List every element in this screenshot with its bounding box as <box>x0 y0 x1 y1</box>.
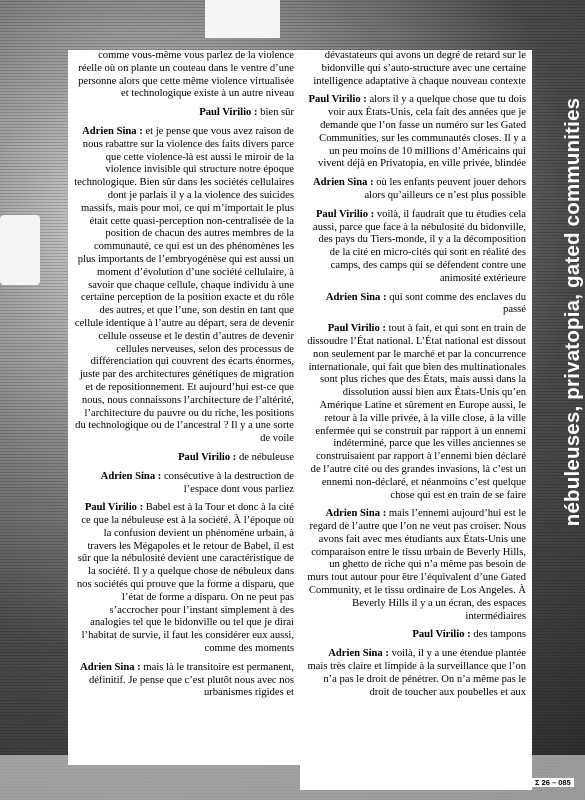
speaker-name: Paul Virilio : <box>308 94 367 106</box>
speaker-text: qui sont comme des enclaves du passé <box>389 291 526 316</box>
speaker-name: Adrien Sina : <box>325 508 387 520</box>
speaker-name: Adrien Sina : <box>325 291 387 303</box>
speaker-name: Adrien Sina : <box>100 470 162 482</box>
speaker-text: des tampons <box>473 629 526 641</box>
paragraph <box>306 94 526 171</box>
paragraph <box>74 107 294 120</box>
speaker-name: Paul Virilio : <box>84 502 144 514</box>
side-title <box>555 60 585 580</box>
paragraph <box>306 629 526 642</box>
paragraph <box>74 126 294 446</box>
speaker-text: mais là le transitoire est permanent, définitif. Je pense que c’est plutôt nous avec nos urbanismes rigides et <box>88 661 294 699</box>
speaker-name: Paul Virilio : <box>199 107 258 119</box>
speaker-text: bien sûr <box>260 107 294 119</box>
speaker-text: consécutive à la destruction de l’espace dont vous parliez <box>163 470 294 495</box>
speaker-name: Paul Virilio : <box>178 451 237 463</box>
paragraph <box>74 50 294 101</box>
paragraph <box>306 648 526 699</box>
side-title-text: nébuleuses, privatopia, gated communities <box>561 97 584 527</box>
page-folio: Σ 26 – 085 <box>532 778 574 787</box>
speaker-text: voilà, il faudrait que tu étudies cela aussi, parce que face à la nébulosité du bidonville, des pays du Tiers-monde, il y a la décomposition de la cité en micro-cités qui sont en réalité des camps, des camps qui se défendent contre une animosité extérieure <box>313 208 526 284</box>
background-white-shape-top <box>205 0 280 38</box>
text-column-left <box>68 50 300 765</box>
speaker-name: Adrien Sina : <box>82 125 143 137</box>
speaker-text: voilà, il y a une étendue plantée mais très claire et limpide à la surveillance que l’on n’a pas le droit de pénétrer. On n’a même pas le droit de toucher aux poubelles et aux <box>307 648 526 698</box>
paragraph <box>306 209 526 286</box>
paragraph <box>74 662 294 700</box>
speaker-text: et je pense que vous avez raison de nous rabattre sur la violence des faits divers parce que cette violence-là est aussi le miroir de la violence invisible qui structure notre époque technologique. Bien sûr dans les sociétés cellulaires dont je parlais il y a la violence des suicides massifs, mais pour moi, ce qui m’importait le plus était cette quasi-perception non-centralisée de la position de chacun des autres membres de la communauté, ce qui est un des phénomènes les plus importants de l’embryogénèse qui est aussi un moment d’évolution d’une société cellulaire, à savoir que chaque cellule, chaque individu à une certaine perception de la position exacte et du rôle des autres, et que l’une, son destin en tant que cellule identique à l’autre au départ, sera de devenir cellule osseuse et le destin d’autres de devenir cellules nerveuses, selon des processus de différenciation qui couvrent des écarts énormes, juste par des architectures génétiques de migration et de repositionnement. Et aujourd’hui est-ce que nous, nous connaissons l’architecture de l’altérité, l’architecture du pauvre ou du riche, les positions du technologique ou de l’ancestral ? Il y a une sorte de voile <box>74 125 294 445</box>
speaker-text: de nébuleuse <box>238 451 294 463</box>
speaker-name: Adrien Sina : <box>328 648 389 660</box>
paragraph <box>74 471 294 497</box>
speaker-text: où les enfants peuvent jouer dehors alors qu’ailleurs ce n’est plus possible <box>364 177 526 201</box>
speaker-name: Adrien Sina : <box>80 661 141 673</box>
paragraph <box>306 508 526 623</box>
speaker-text: alors il y a quelque chose que tu dois voir aux États-Unis, cela fait des années que je demande que l’on fasse un numéro sur les Gated Communities, sur les communautés closes. Il y a un peu moins de 10 millions d’Américains qui vivent déjà en Privatopia, en ville privée, blindée <box>318 94 526 170</box>
speaker-name: Adrien Sina : <box>312 177 374 189</box>
paragraph <box>74 502 294 656</box>
paragraph <box>306 323 526 502</box>
speaker-name: Paul Virilio : <box>315 208 375 220</box>
speaker-name: Paul Virilio : <box>327 323 386 335</box>
speaker-name: Paul Virilio : <box>412 629 471 641</box>
paragraph <box>306 292 526 318</box>
continued-text: dévastateurs qui avons un degré de retard sur le bidonville qui s’auto-structure avec une certaine intelligence adaptative à chaque nouveau contexte <box>313 50 526 87</box>
background-white-shape-left <box>0 215 40 285</box>
text-column-right <box>300 50 532 790</box>
paragraph <box>74 452 294 465</box>
speaker-text: tout à fait, et qui sont en train de dissoudre l’État national. L’État national est dissout non seulement par le marché et par la concurrence internationale, qui fait que bien des multinationales sont plus riches que des États, mais aussi dans la dissolution aussi bien aux États-Unis qu’en Amérique Latine et sûrement en Europe aussi, le retour à la ville privée, à la ville close, à la ville enfermée qui se construit par rapport à un ennemi indéterminé, parce que les villes anciennes se construisaient par rapport à l’ennemi bien déclaré de l’autre cité ou des grandes invasions, là c’est un ennemi non-déclaré, et néanmoins c’est quelque chose qui est en train de se faire <box>307 323 526 501</box>
paragraph <box>306 50 526 88</box>
speaker-text: Babel est à la Tour et donc à la cité ce que la nébuleuse est à la société. À l’époque où la confusion devient un phénomène urbain, à travers les Mégapoles et le retour de Babel, il est sûr que la nébulosité devient une caractéristique de la société. Il y a quelque chose de nébuleux dans nos sociétés qui prouve que la forme a disparu, que l’état de forme a disparu. On ne peut pas s’accrocher pour l’instant simplement à des analogies tel que le bidonville ou tel que je dirai l’habitat de survie, il faut les considérer eux aussi, comme des moments <box>76 502 294 655</box>
speaker-text: mais l’ennemi aujourd’hui est le regard de l’autre que l’on ne veut pas croiser. Nous avons fait avec mes étudiants aux États-Unis une comparaison entre le tissu urbain de Beverly Hills, un ghetto de riche qui n’a même pas besoin de murs tout autour pour être l’équivalent d’une Gated Community, et le tissu ordinaire de Los Angeles. À Beverly Hills il y a un écran, des espaces intermédiaires <box>307 508 526 622</box>
paragraph <box>306 177 526 203</box>
continued-text: comme vous-même vous parlez de la violence réelle où on plante un couteau dans le ventre d’une personne alors que cette même violence virtualisée et technologique existe à un autre niveau <box>78 50 294 100</box>
